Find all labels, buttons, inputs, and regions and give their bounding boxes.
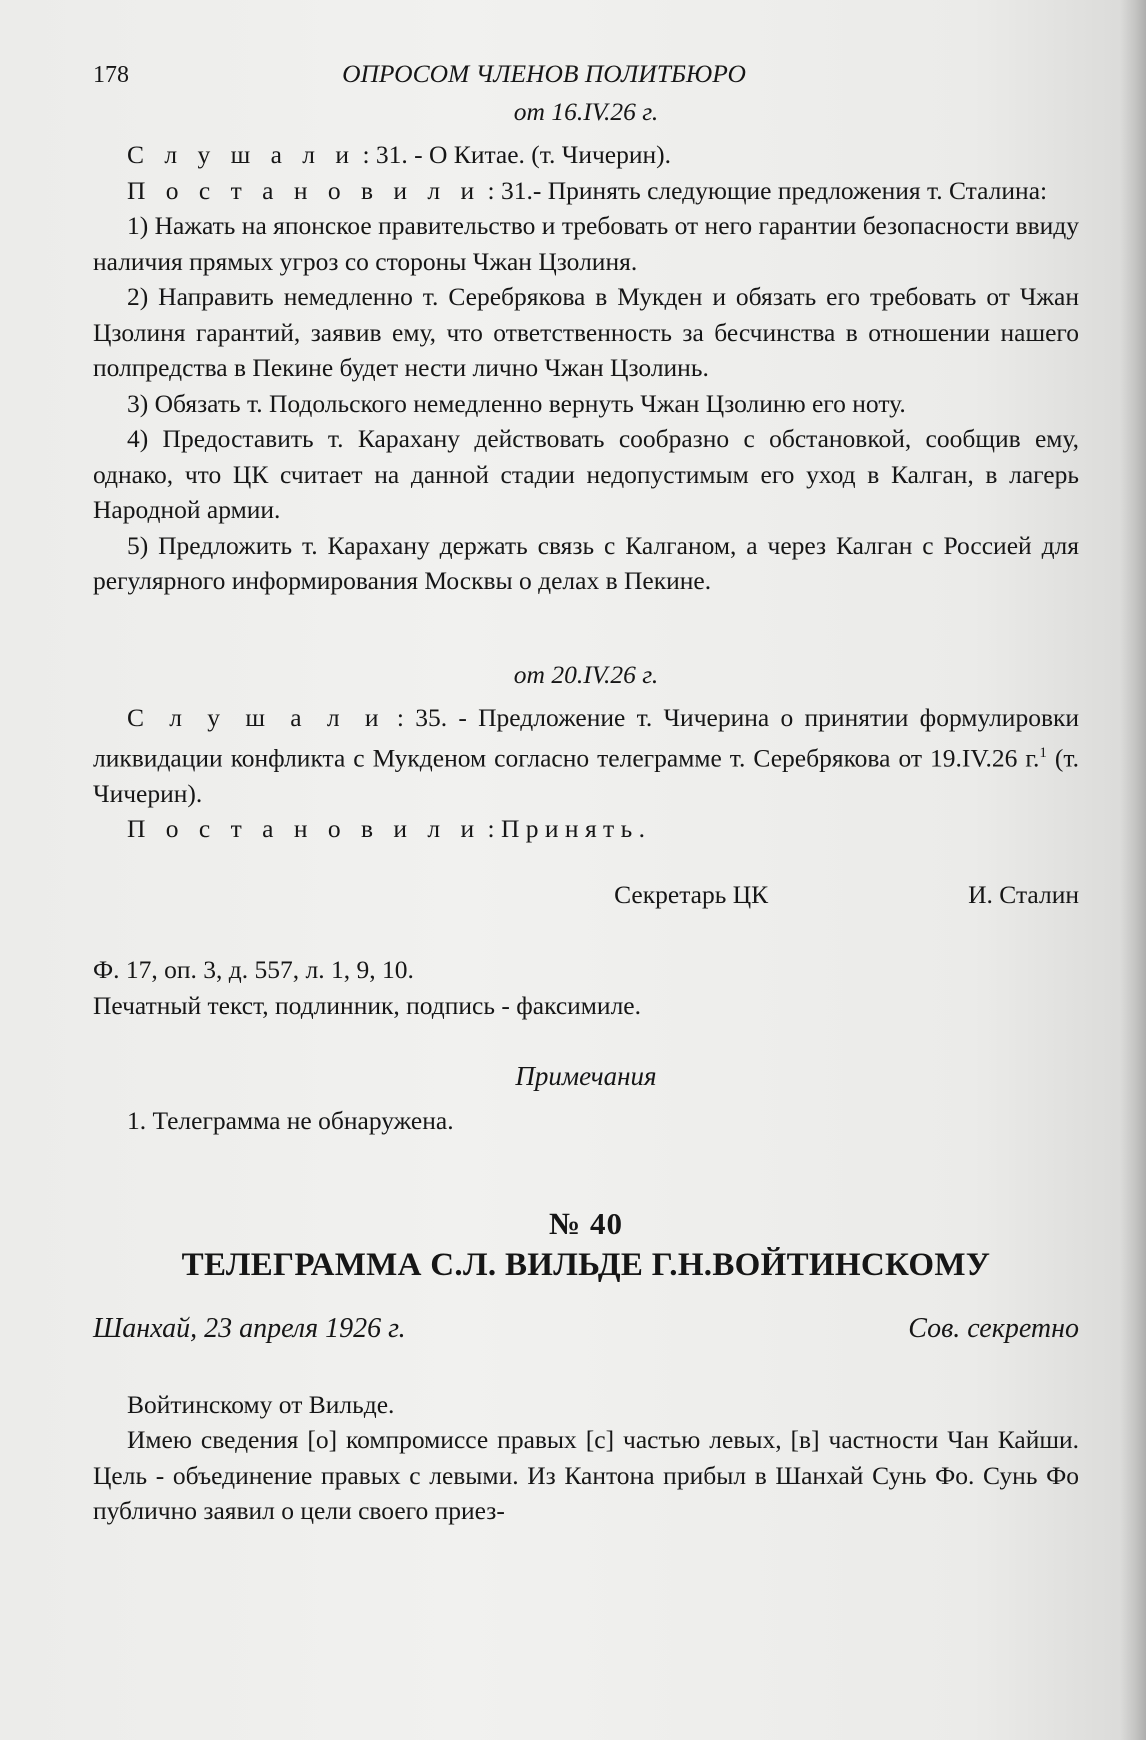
- section2-postanovili: П о с т а н о в и л и : П р и н я т ь .: [127, 814, 645, 843]
- source-note: Печатный текст, подлинник, подпись - факсимиле.: [93, 990, 642, 1020]
- signature-name: И. Сталин: [968, 879, 1079, 909]
- addressee: Войтинскому от Вильде.: [127, 1389, 395, 1419]
- note-item: 1. Телеграмма не обнаружена.: [127, 1105, 454, 1135]
- item-2: 2) Направить немедленно т. Серебрякова в Мукден и обязать его требовать от Чжан Цзолиня гарантий, заявив ему, что ответственность за бесчинства в отношении нашего полпредства в Пекине будет нести лично Чжан Цзолинь.: [93, 282, 1079, 382]
- item-3: 3) Обязать т. Подольского немедленно вернуть Чжан Цзолиню его ноту.: [127, 388, 906, 418]
- document-title: ТЕЛЕГРАММА С.Л. ВИЛЬДЕ Г.Н.ВОЙТИНСКОМУ: [181, 1246, 991, 1283]
- footnote-marker: 1: [1039, 744, 1047, 761]
- section1-slushali: С л у ш а л и : 31. - О Китае. (т. Чичерин).: [127, 140, 672, 169]
- page-text: [93, 52, 1079, 1529]
- section1-date: от 16.IV.26 г.: [513, 96, 659, 126]
- notes-title: Примечания: [515, 1061, 657, 1091]
- section1-postanovili: П о с т а н о в и л и : 31.- Принять следующие предложения т. Сталина:: [127, 175, 1048, 205]
- section2-date: от 20.IV.26 г.: [513, 659, 659, 689]
- item-4: 4) Предоставить т. Карахану действовать сообразно с обстановкой, сообщив ему, однако, что ЦК считает на данной стадии недопустимым его уход в Калган, в лагерь Народной армии.: [93, 424, 1079, 524]
- item-1: 1) Нажать на японское правительство и требовать от него гарантии безопасности ввиду наличия прямых угроз со стороны Чжан Цзолиня.: [93, 211, 1079, 276]
- section-title: ОПРОСОМ ЧЛЕНОВ ПОЛИТБЮРО: [342, 59, 746, 88]
- place-date-line: [93, 1311, 1079, 1347]
- running-header: [93, 56, 1079, 94]
- signature-block: [93, 877, 1079, 913]
- book-spine-shadow: [1120, 0, 1146, 1740]
- section2-slushali: С л у ш а л и : 35. - Предложение т. Чичерина о принятии формулировки ликвидации конфликта с Мукденом согласно телеграмме т. Серебрякова от 19.IV.26 г.$^1$ (т. Чичерин).: [93, 703, 1080, 808]
- place-date: Шанхай, 23 апреля 1926 г.: [93, 1313, 406, 1344]
- document-number: № 40: [549, 1206, 623, 1241]
- page-number: 178: [93, 62, 129, 88]
- telegram-body: Имею сведения [о] компромиссе правых [с] частью левых, [в] частности Чан Кайши. Цель - объединение правых с левыми. Из Кантона прибыл в Шанхай Сунь Фо. Сунь Фо публично заявил о цели своего приез-: [93, 1425, 1079, 1525]
- classification: Сов. секретно: [908, 1313, 1079, 1344]
- signature-role: Секретарь ЦК: [614, 879, 769, 909]
- item-5: 5) Предложить т. Карахану держать связь с Калганом, а через Калган с Россией для регулярного информирования Москвы о делах в Пекине.: [93, 530, 1079, 595]
- archive-reference: Ф. 17, оп. 3, д. 557, л. 1, 9, 10.: [93, 955, 414, 984]
